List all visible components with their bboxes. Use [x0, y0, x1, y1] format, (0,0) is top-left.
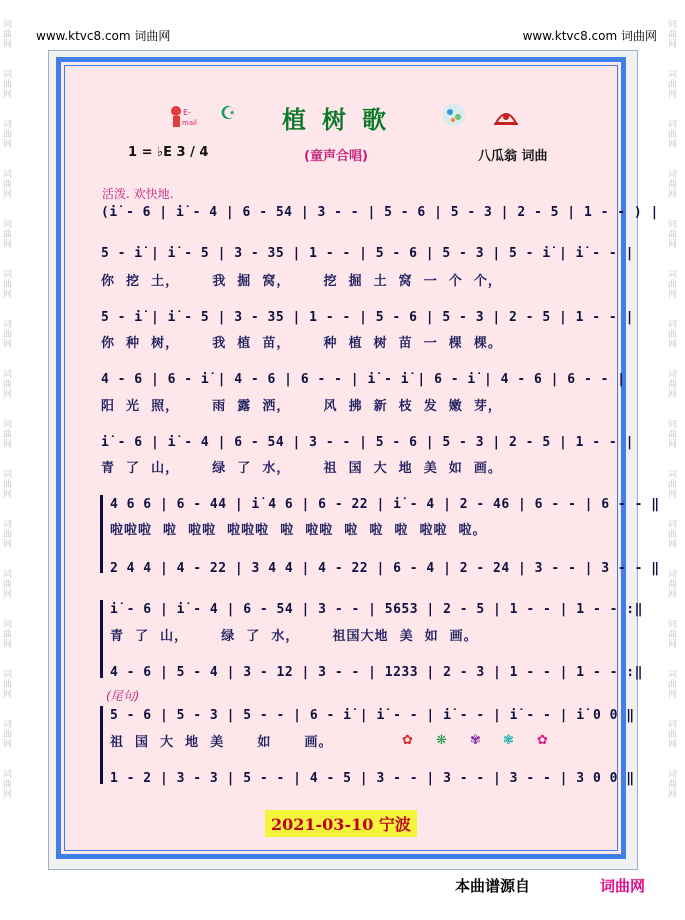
source-site: 词曲网 — [600, 877, 646, 895]
author: 八瓜翁 词曲 — [478, 149, 548, 164]
key-signature: 1 = ♭E 3 / 4 — [128, 145, 209, 160]
notation-line: 4 - 6 | 6 - i̇ | 4 - 6 | 6 - - | i̇ - i̇ | 6 - i̇ | 4 - 6 | 6 - - | — [101, 372, 626, 387]
lyric-line: 你 挖 土， 我 掘 窝， 挖 掘 土 窝 一 个 个， — [101, 274, 502, 289]
notation-line: i̇ - 6 | i̇ - 4 | 6 - 54 | 3 - - | 5 - 6 | 5 - 3 | 2 - 5 | 1 - - | — [101, 435, 634, 450]
flower-icon: ✿ — [402, 733, 413, 748]
lyric-line: 青 了 山， 绿 了 水， 祖国大地 美 如 画。 — [110, 629, 478, 644]
header-url-left: www.ktvc8.com 词曲网 — [36, 29, 171, 43]
moon-star-icon: ☪ — [220, 103, 237, 124]
system-brace — [100, 706, 107, 784]
flower-icon: ✾ — [470, 733, 481, 748]
lyric-line: 阳 光 照， 雨 露 洒， 风 拂 新 枝 发 嫩 芽， — [101, 399, 502, 414]
notation-line: 5 - i̇ | i̇ - 5 | 3 - 35 | 1 - - | 5 - 6 | 5 - 3 | 5 - i̇ | i̇ - - | — [101, 246, 634, 261]
tail-label: (尾句) — [106, 689, 140, 703]
notation-line: i̇ - 6 | i̇ - 4 | 6 - 54 | 3 - - | 5653 | 2 - 5 | 1 - - | 1 - - :‖ — [110, 602, 643, 617]
lyric-line: 青 了 山， 绿 了 水， 祖 国 大 地 美 如 画。 — [101, 461, 502, 476]
system-brace — [100, 600, 107, 678]
flower-ball-icon — [440, 102, 468, 128]
flower-icon: ❃ — [503, 733, 514, 748]
lyric-line: 你 种 树， 我 植 苗， 种 植 树 苗 一 棵 棵。 — [101, 336, 502, 351]
svg-text:E-: E- — [183, 108, 191, 117]
header-url-right: www.ktvc8.com 词曲网 — [522, 29, 657, 43]
left-watermark-column: 词曲网 词曲网 词曲网 词曲网 词曲网 词曲网 词曲网 词曲网 词曲网 词曲网 词曲网 词曲网 词曲网 词曲网 词曲网 词曲网 — [3, 20, 13, 800]
svg-text:mail: mail — [182, 119, 197, 127]
source-label: 本曲谱源自 — [455, 877, 531, 895]
song-title: 植树歌 — [282, 106, 402, 134]
notation-line: 2 4 4 | 4 - 22 | 3 4 4 | 4 - 22 | 6 - 4 | 2 - 24 | 3 - - | 3 - - ‖ — [110, 561, 660, 576]
right-watermark-column: 词曲网 词曲网 词曲网 词曲网 词曲网 词曲网 词曲网 词曲网 词曲网 词曲网 词曲网 词曲网 词曲网 词曲网 词曲网 词曲网 — [668, 20, 678, 800]
performance-style: (童声合唱) — [304, 149, 368, 164]
lyric-line: 祖 国 大 地 美 如 画。 — [110, 735, 333, 750]
flower-icon: ✿ — [537, 733, 548, 748]
system-brace — [100, 495, 107, 573]
notation-line: 5 - 6 | 5 - 3 | 5 - - | 6 - i̇ | i̇ - - | i̇ - - | i̇ - - | i̇ 0 0 ‖ — [110, 708, 635, 723]
ornament-icon — [492, 103, 520, 127]
lyric-line: 啦啦啦 啦 啦啦 啦啦啦 啦 啦啦 啦 啦 啦 啦啦 啦。 — [110, 523, 487, 538]
notation-line: (i̇ - 6 | i̇ - 4 | 6 - 54 | 3 - - | 5 - 6 | 5 - 3 | 2 - 5 | 1 - - ) | — [101, 205, 659, 220]
notation-line: 5 - i̇ | i̇ - 5 | 3 - 35 | 1 - - | 5 - 6 | 5 - 3 | 2 - 5 | 1 - - | — [101, 310, 634, 325]
notation-line: 1 - 2 | 3 - 3 | 5 - - | 4 - 5 | 3 - - | 3 - - | 3 - - | 3 0 0 ‖ — [110, 771, 635, 786]
email-logo-icon — [168, 103, 202, 129]
flower-icon: ❋ — [436, 733, 447, 748]
tempo-marking: 活泼. 欢快地. — [102, 187, 174, 201]
notation-line: 4 - 6 | 5 - 4 | 3 - 12 | 3 - - | 1233 | 2 - 3 | 1 - - | 1 - - :‖ — [110, 665, 643, 680]
date-stamp: 2021-03-10 宁波 — [265, 810, 417, 837]
notation-line: 4 6 6 | 6 - 44 | i̇ 4 6 | 6 - 22 | i̇ - 4 | 2 - 46 | 6 - - | 6 - - ‖ — [110, 497, 660, 512]
